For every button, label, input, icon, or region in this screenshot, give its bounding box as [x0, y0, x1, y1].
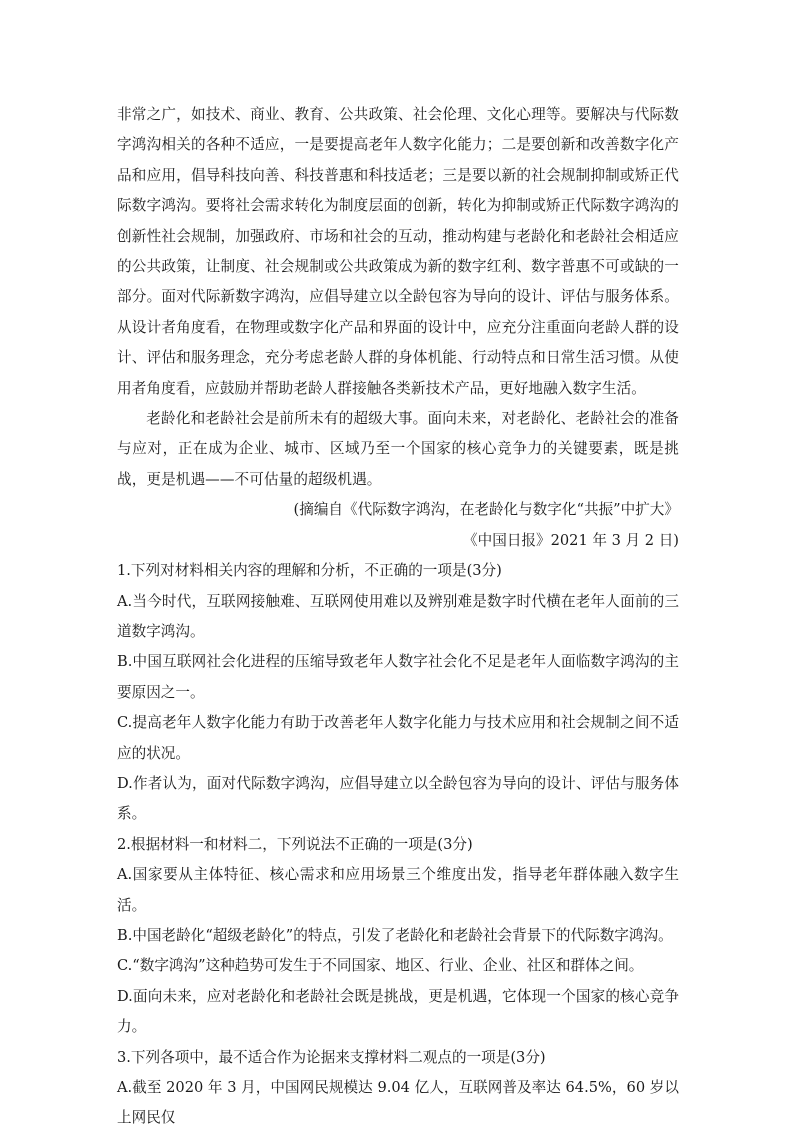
question-2 [117, 830, 679, 1043]
question-1-option-d: D.作者认为，面对代际数字鸿沟，应倡导建立以全龄包容为导向的设计、评估与服务体系。 [117, 774, 679, 823]
question-3 [117, 1043, 679, 1134]
question-1-option-c: C.提高老年人数字化能力有助于改善老年人数字化能力与技术应用和社会规制之间不适应的状况。 [117, 714, 679, 762]
question-2-stem: 2.根据材料一和材料二，下列说法不正确的一项是(3分) [117, 835, 473, 853]
source-citation-line-1: (摘编自《代际数字鸿沟，在老龄化与数字化“共振”中扩大》 [293, 501, 679, 519]
question-2-option-d: D.面向未来，应对老龄化和老龄社会既是挑战，更是机遇，它体现一个国家的核心竞争力。 [117, 987, 679, 1036]
passage-paragraph-1: 非常之广，如技术、商业、教育、公共政策、社会伦理、文化心理等。要解决与代际数字鸿沟相关的各种不适应，一是要提高老年人数字化能力；二是要创新和改善数字化产品和应用，倡导科技向善、科技普惠和科技适老；三是要以新的社会规制抑制或矫正代际数字鸿沟。要将社会需求转化为制度层面的创新，转化为抑制或矫正代际数字鸿沟的创新性社会规制，加强政府、市场和社会的互动，推动构建与老龄化和老龄社会相适应的公共政策，让制度、社会规制或公共政策成为新的数字红利、数字普惠不可或缺的一部分。面对代际新数字鸿沟，应倡导建立以全龄包容为导向的设计、评估与服务体系。从设计者角度看，在物理或数字化产品和界面的设计中，应充分注重面向老龄人群的设计、评估和服务理念，充分考虑老龄人群的身体机能、行动特点和日常生活习惯。从使用者角度看，应鼓励并帮助老龄人群接触各类新技术产品，更好地融入数字生活。 [117, 106, 679, 397]
question-2-option-c: C.“数字鸿沟”这种趋势可发生于不同国家、地区、行业、企业、社区和群体之间。 [117, 957, 644, 975]
question-1 [117, 556, 679, 830]
passage-paragraph-2: 老龄化和老龄社会是前所未有的超级大事。面向未来，对老龄化、老龄社会的准备与应对，正在成为企业、城市、区域乃至一个国家的核心竞争力的关键要素，既是挑战，更是机遇——不可估量的超级机遇。 [117, 410, 679, 488]
passage-body [117, 100, 679, 1134]
question-1-stem: 1.下列对材料相关内容的理解和分析，不正确的一项是(3分) [117, 562, 502, 580]
question-2-option-a: A.国家要从主体特征、核心需求和应用场景三个维度出发，指导老年群体融入数字生活。 [117, 866, 679, 914]
question-1-option-b: B.中国互联网社会化进程的压缩导致老年人数字社会化不足是老年人面临数字鸿沟的主要原因之一。 [117, 653, 679, 701]
source-citation-line-2: 《中国日报》2021 年 3 月 2 日) [463, 531, 679, 549]
question-2-option-b: B.中国老龄化“超级老龄化”的特点，引发了老龄化和老龄社会背景下的代际数字鸿沟。 [117, 926, 673, 944]
question-3-stem: 3.下列各项中，最不适合作为论据来支撑材料二观点的一项是(3分) [117, 1048, 546, 1066]
question-1-option-a: A.当今时代，互联网接触难、互联网使用难以及辨别难是数字时代横在老年人面前的三道数字鸿沟。 [117, 592, 679, 640]
question-3-option-a: A.截至 2020 年 3 月，中国网民规模达 9.04 亿人，互联网普及率达 64.5%，60 岁以上网民仅 [117, 1079, 679, 1127]
